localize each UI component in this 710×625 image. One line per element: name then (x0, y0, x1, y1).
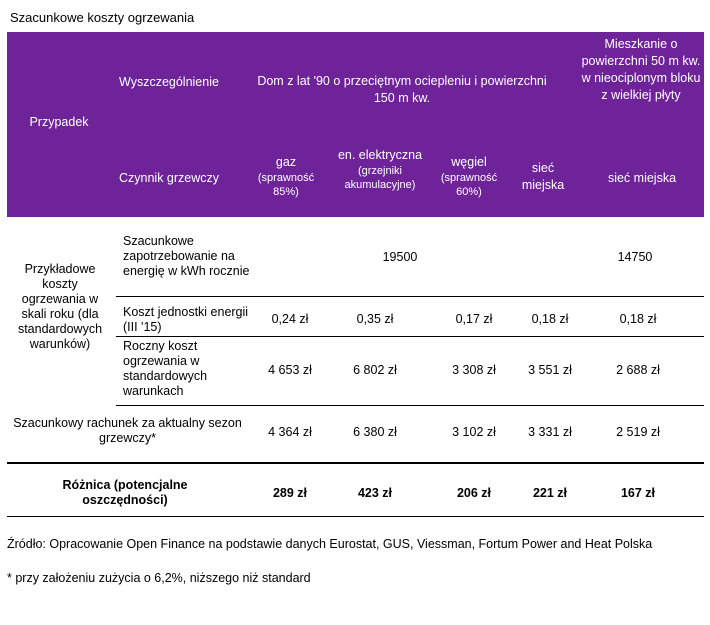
row-rachunek-en: 6 380 zł (353, 425, 397, 439)
source-note: Źródło: Opracowanie Open Finance na podstawie danych Eurostat, GUS, Viessman, Fortum Power and Heat Polska (7, 537, 653, 551)
row-koszt-siec2: 0,18 zł (619, 312, 657, 326)
footnote: * przy założeniu zużycia o 6,2%, niższego niż standard (7, 571, 311, 585)
table-header (7, 32, 704, 217)
group-label: Przykładowe koszty ogrzewania w skali roku (dla standardowych warunków) (17, 262, 103, 351)
row-zapotrzebowanie-label: Szacunkowe zapotrzebowanie na energię w kWh rocznie (123, 234, 250, 278)
divider (116, 405, 704, 406)
table-title: Szacunkowe koszty ogrzewania (10, 10, 195, 25)
row-koszt-en: 0,35 zł (356, 312, 394, 326)
row-roznica-siec: 221 zł (532, 486, 568, 500)
row-zapotrzebowanie-mieszkanie: 14750 (617, 250, 653, 264)
row-rachunek-wegiel: 3 102 zł (452, 425, 496, 439)
row-koszt-wegiel: 0,17 zł (455, 312, 493, 326)
row-koszt-gaz: 0,24 zł (271, 312, 309, 326)
header-col-siec2: sieć miejska (607, 171, 677, 185)
row-rachunek-siec2: 2 519 zł (616, 425, 660, 439)
row-roczny-siec: 3 551 zł (528, 363, 572, 377)
row-koszt-label: Koszt jednostki energii (III '15) (123, 305, 249, 334)
row-roznica-gaz: 289 zł (272, 486, 308, 500)
header-col-gaz (255, 154, 317, 199)
row-roczny-siec2: 2 688 zł (616, 363, 660, 377)
row-roczny-gaz: 4 653 zł (268, 363, 312, 377)
row-rachunek-siec: 3 331 zł (528, 425, 572, 439)
row-roczny-wegiel: 3 308 zł (452, 363, 496, 377)
row-roznica-en: 423 zł (357, 486, 393, 500)
row-roczny-en: 6 802 zł (353, 363, 397, 377)
header-col-gaz-label: gaz (275, 155, 297, 169)
header-col-siec: sieć miejska (521, 161, 565, 192)
header-col-wegiel (435, 154, 503, 199)
row-roczny-label: Roczny koszt ogrzewania w standardowych warunkach (123, 339, 208, 398)
header-col-en-note: (grzejniki akumulacyjne) (344, 165, 416, 191)
row-roznica-label: Różnica (potencjalne oszczędności) (62, 478, 188, 507)
divider (116, 296, 704, 297)
header-col-wegiel-note: (sprawność 60%) (440, 172, 498, 198)
row-rachunek-label: Szacunkowy rachunek za aktualny sezon grzewczy* (13, 416, 242, 445)
header-mieszkanie-group: Mieszkanie o powierzchni 50 m kw. w nieociplonym bloku z wielkiej płyty (581, 37, 701, 102)
row-roznica-siec2: 167 zł (620, 486, 656, 500)
row-roznica-wegiel: 206 zł (456, 486, 492, 500)
header-przypadek: Przypadek (29, 115, 89, 129)
header-col-en (337, 147, 423, 192)
row-rachunek-gaz: 4 364 zł (268, 425, 312, 439)
header-col-wegiel-label: węgiel (451, 155, 487, 169)
row-koszt-siec: 0,18 zł (531, 312, 569, 326)
header-col-gaz-note: (sprawność 85%) (257, 172, 315, 198)
header-czynnik: Czynnik grzewczy (119, 171, 220, 185)
row-zapotrzebowanie-dom: 19500 (382, 250, 418, 264)
divider (7, 516, 704, 517)
divider (116, 336, 704, 337)
header-wyszczegolnienie: Wyszczególnienie (119, 75, 219, 89)
header-col-en-label: en. elektryczna (337, 148, 423, 162)
divider (7, 462, 704, 464)
header-dom-group: Dom z lat '90 o przeciętnym ociepleniu i powierzchni 150 m kw. (257, 74, 547, 105)
